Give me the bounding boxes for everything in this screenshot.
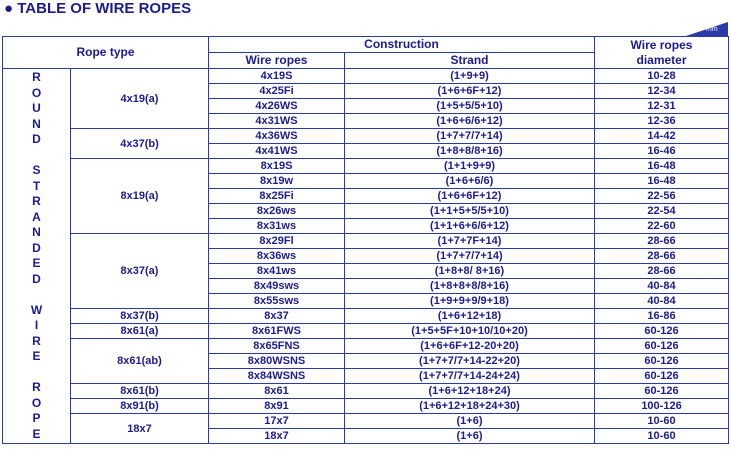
vertical-label-letter: R (32, 70, 41, 84)
wire-rope-cell: 18x7 (209, 429, 345, 444)
table-row (3, 399, 729, 414)
table-row (3, 414, 729, 429)
diameter-cell: 28-66 (595, 264, 729, 279)
vertical-label-letter: E (32, 426, 41, 441)
wire-rope-cell: 8x61FWS (209, 324, 345, 339)
vertical-label-letter: S (32, 163, 41, 177)
strand-cell: (1+6+6/6+12) (345, 114, 595, 129)
rope-type-cell: 8x61(ab) (71, 339, 209, 384)
header-rope-type: Rope type (3, 37, 209, 69)
strand-cell: (1+7+7/7+14) (345, 249, 595, 264)
strand-cell: (1+1+9+9) (345, 159, 595, 174)
table-row (3, 384, 729, 399)
strand-cell: (1+6+6F+12-20+20) (345, 339, 595, 354)
header-diameter-line1: Wire ropes (630, 37, 693, 52)
rope-type-cell: 18x7 (71, 414, 209, 444)
header-diameter-line2: diameter (636, 52, 687, 67)
strand-cell: (1+6+6F+12) (345, 84, 595, 99)
diameter-cell: 60-126 (595, 339, 729, 354)
vertical-label-letter: P (32, 411, 41, 425)
diameter-cell: 100-126 (595, 399, 729, 414)
page-title: ● TABLE OF WIRE ROPES (4, 0, 192, 17)
wire-rope-table (2, 36, 729, 444)
rope-type-cell: 4x37(b) (71, 129, 209, 159)
strand-cell: (1+6) (345, 414, 595, 429)
header-diameter (595, 37, 729, 69)
wire-rope-cell: 8x26ws (209, 204, 345, 219)
wire-rope-cell: 8x91 (209, 399, 345, 414)
vertical-label-letter: N (32, 225, 41, 239)
diameter-cell: 22-56 (595, 189, 729, 204)
wire-rope-cell: 8x80WSNS (209, 354, 345, 369)
wire-rope-cell: 8x49sws (209, 279, 345, 294)
wire-rope-cell: 8x84WSNS (209, 369, 345, 384)
rope-type-cell: 8x91(b) (71, 399, 209, 414)
diameter-cell: 12-34 (595, 84, 729, 99)
strand-cell: (1+6) (345, 429, 595, 444)
table-row (3, 309, 729, 324)
diameter-cell: 16-48 (595, 159, 729, 174)
wire-rope-cell: 4x19S (209, 69, 345, 84)
wire-rope-cell: 4x36WS (209, 129, 345, 144)
wire-rope-cell: 4x25Fi (209, 84, 345, 99)
wire-rope-cell: 8x36ws (209, 249, 345, 264)
strand-cell: (1+5+5F+10+10/10+20) (345, 324, 595, 339)
wire-rope-cell: 8x41ws (209, 264, 345, 279)
table-row (3, 339, 729, 354)
vertical-label-letter: I (34, 318, 39, 332)
vertical-label-letter: A (32, 209, 41, 224)
vertical-label-letter: T (32, 178, 41, 193)
diameter-cell: 60-126 (595, 369, 729, 384)
diameter-cell: 12-31 (595, 99, 729, 114)
wire-rope-cell: 8x37 (209, 309, 345, 324)
strand-cell: (1+9+9+9/9+18) (345, 294, 595, 309)
vertical-label-letter: R (32, 333, 41, 348)
header-strand: Strand (345, 53, 595, 69)
wire-rope-cell: 8x55sws (209, 294, 345, 309)
strand-cell: (1+6+6/6) (345, 174, 595, 189)
strand-cell: (1+6+6F+12) (345, 189, 595, 204)
diameter-cell: 28-66 (595, 249, 729, 264)
table-row (3, 324, 729, 339)
wire-rope-cell: 4x31WS (209, 114, 345, 129)
vertical-label-letter: R (32, 380, 41, 394)
diameter-cell: 22-60 (595, 219, 729, 234)
wire-rope-cell: 8x19w (209, 174, 345, 189)
table-row (3, 159, 729, 174)
strand-cell: (1+8+8/ 8+16) (345, 264, 595, 279)
strand-cell: (1+6+12+18+24+30) (345, 399, 595, 414)
unit-tab-shape (676, 22, 728, 36)
diameter-cell: 28-66 (595, 234, 729, 249)
vertical-label-letter: D (32, 132, 41, 146)
diameter-cell: 22-54 (595, 204, 729, 219)
wire-rope-cell: 8x29Fl (209, 234, 345, 249)
vertical-label-letter: O (31, 85, 42, 100)
diameter-cell: 14-42 (595, 129, 729, 144)
vertical-label-letter (3, 148, 70, 164)
vertical-label-letter: E (32, 349, 41, 363)
strand-cell: (1+6+12+18+24) (345, 384, 595, 399)
vertical-label-letter: E (32, 256, 41, 270)
vertical-label-letter: O (31, 395, 42, 410)
diameter-cell: 16-46 (595, 144, 729, 159)
table-row (3, 69, 729, 84)
vertical-label-letter: N (32, 116, 41, 131)
wire-rope-cell: 8x25Fi (209, 189, 345, 204)
strand-cell: (1+8+8/8+16) (345, 144, 595, 159)
header-construction: Construction (209, 37, 595, 53)
rope-type-cell: 8x61(a) (71, 324, 209, 339)
rope-type-cell: 4x19(a) (71, 69, 209, 129)
diameter-cell: 60-126 (595, 324, 729, 339)
strand-cell: (1+8+8+8/8+16) (345, 279, 595, 294)
vertical-label-letter (3, 287, 70, 303)
category-vertical-label (3, 69, 71, 444)
diameter-cell: 10-28 (595, 69, 729, 84)
vertical-label-letter: D (32, 271, 41, 286)
diameter-cell: 10-60 (595, 414, 729, 429)
strand-cell: (1+1+6+6/6+12) (345, 219, 595, 234)
vertical-label-letter: D (32, 240, 41, 255)
vertical-label-letter: R (32, 194, 41, 208)
strand-cell: (1+7+7/7+14-22+20) (345, 354, 595, 369)
diameter-cell: 40-84 (595, 279, 729, 294)
wire-rope-cell: 8x19S (209, 159, 345, 174)
wire-rope-cell: 4x41WS (209, 144, 345, 159)
wire-rope-cell: 8x65FNS (209, 339, 345, 354)
strand-cell: (1+7+7F+14) (345, 234, 595, 249)
diameter-cell: 12-36 (595, 114, 729, 129)
unit-label: mm (706, 26, 718, 33)
diameter-cell: 16-86 (595, 309, 729, 324)
diameter-cell: 40-84 (595, 294, 729, 309)
wire-rope-cell: 8x31ws (209, 219, 345, 234)
strand-cell: (1+7+7/7+14-24+24) (345, 369, 595, 384)
strand-cell: (1+6+12+18) (345, 309, 595, 324)
diameter-cell: 16-48 (595, 174, 729, 189)
strand-cell: (1+9+9) (345, 69, 595, 84)
diameter-cell: 60-126 (595, 384, 729, 399)
strand-cell: (1+7+7/7+14) (345, 129, 595, 144)
wire-rope-cell: 8x61 (209, 384, 345, 399)
vertical-label-letter: W (30, 302, 43, 317)
rope-type-cell: 8x19(a) (71, 159, 209, 234)
table-row (3, 129, 729, 144)
table-row (3, 234, 729, 249)
unit-tab (676, 22, 728, 36)
strand-cell: (1+1+5+5/5+10) (345, 204, 595, 219)
diameter-cell: 60-126 (595, 354, 729, 369)
rope-type-cell: 8x37(b) (71, 309, 209, 324)
rope-type-cell: 8x61(b) (71, 384, 209, 399)
strand-cell: (1+5+5/5+10) (345, 99, 595, 114)
vertical-label-letter: U (32, 101, 41, 115)
header-wire-ropes: Wire ropes (209, 53, 345, 69)
rope-type-cell: 8x37(a) (71, 234, 209, 309)
vertical-label-letter (3, 365, 70, 381)
wire-rope-cell: 4x26WS (209, 99, 345, 114)
table-body (3, 69, 729, 444)
diameter-cell: 10-60 (595, 429, 729, 444)
wire-rope-cell: 17x7 (209, 414, 345, 429)
